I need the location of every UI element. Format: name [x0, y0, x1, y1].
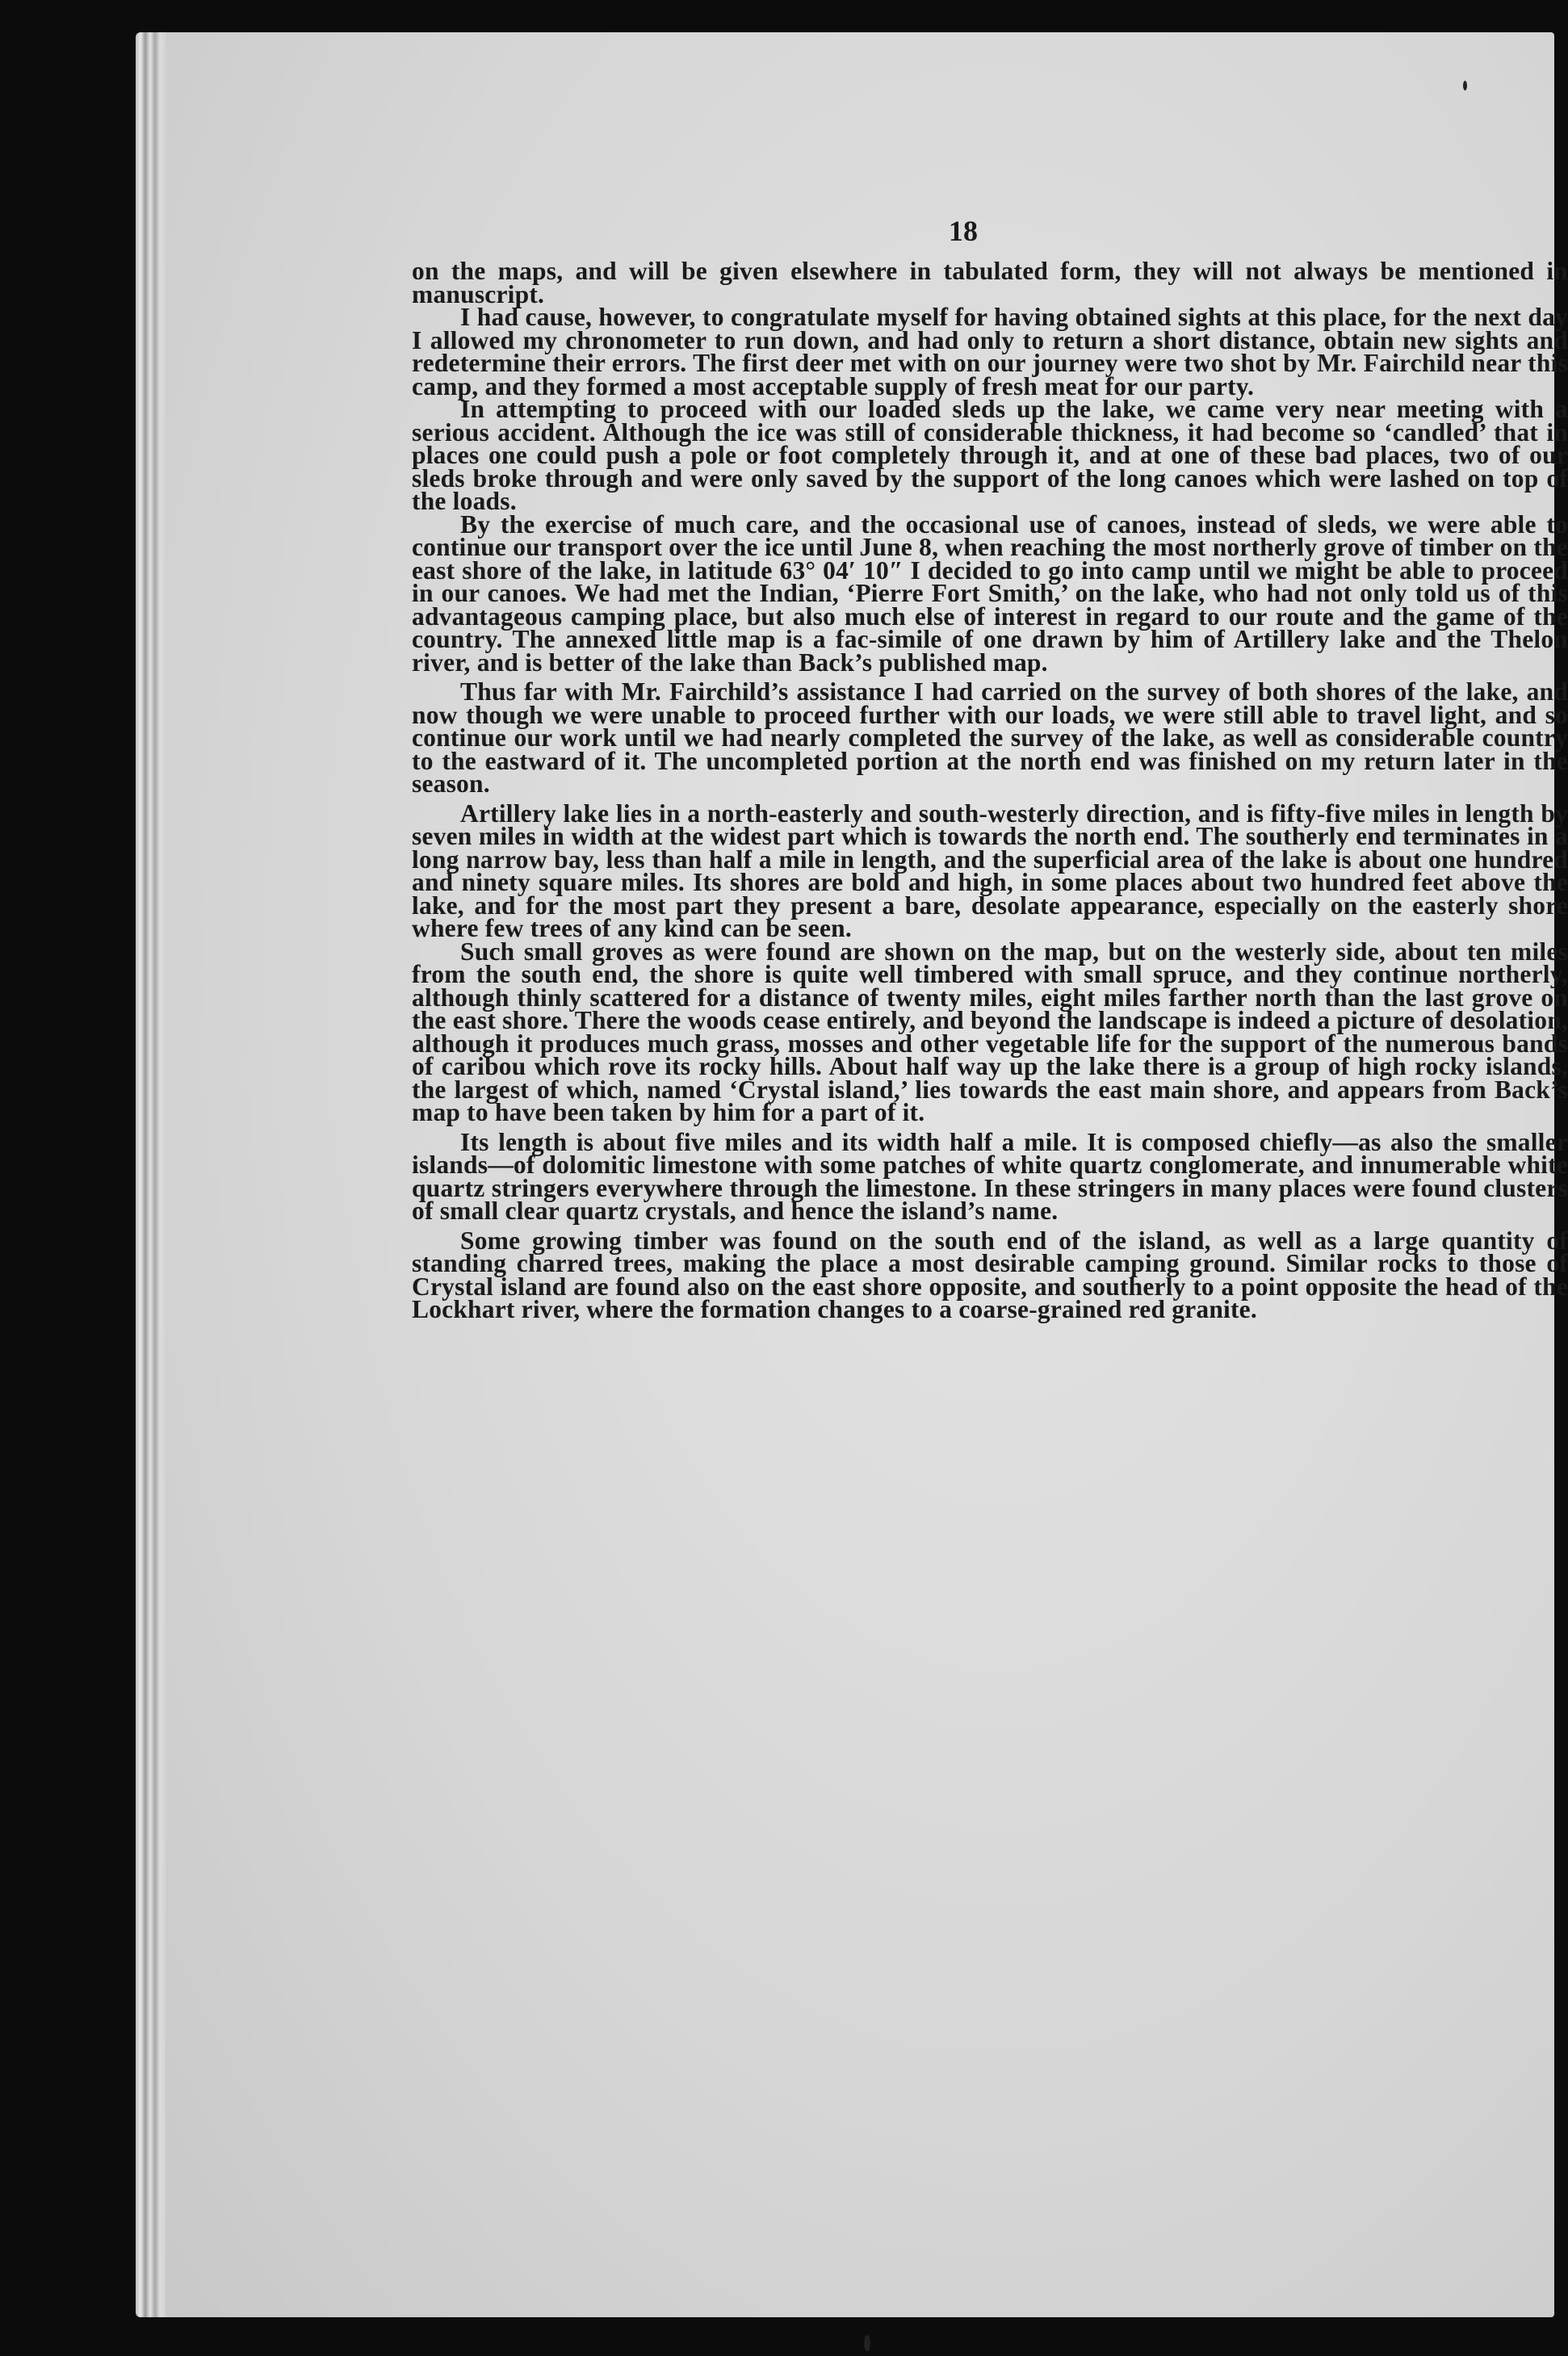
- paragraph: Thus far with Mr. Fairchild’s assistance I had carried on the survey of both shores of the lake, and now though we were unable to proceed further with our loads, we were still able to travel light, and so continue our work until we had nearly completed the survey of the lake, as well as considerable country to the eastward of it. The uncompleted portion at the north end was finished on my return later in the season.: [412, 677, 1568, 798]
- scan-speck: [864, 2335, 870, 2351]
- paragraph: Its length is about five miles and its width half a mile. It is composed chiefly—as also the smaller islands—of dolomitic limestone with some patches of white quartz conglomerate, and innumerable white quartz stringers everywhere through the limestone. In these stringers in many places were found clusters of small clear quartz crystals, and hence the island’s name.: [412, 1127, 1568, 1225]
- body-text: [412, 257, 1568, 1323]
- paragraph: Such small groves as were found are shown on the map, but on the westerly side, about ten miles from the south end, the shore is quite well timbered with small spruce, and they continue northerly, although thinly scattered for a distance of twenty miles, eight miles farther north than the last grove on the east shore. There the woods cease entirely, and beyond the landscape is indeed a picture of desolation, although it produces much grass, mosses and other vegetable life for the support of the numerous bands of caribou which rove its rocky hills. About half way up the lake there is a group of high rocky islands, the largest of which, named ‘Crystal island,’ lies towards the east main shore, and appears from Back’s map to have been taken by him for a part of it.: [412, 937, 1568, 1126]
- page-number: 18: [949, 215, 978, 247]
- paragraph: Some growing timber was found on the south end of the island, as well as a large quantity of standing charred trees, making the place a most desirable camping ground. Similar rocks to those of Crystal island are found also on the east shore opposite, and southerly to a point opposite the head of the Lockhart river, where the formation changes to a coarse-grained red granite.: [412, 1226, 1568, 1323]
- paragraph: In attempting to proceed with our loaded sleds up the lake, we came very near meeting with a serious accident. Although the ice was still of considerable thickness, it had become so ‘candled’ that in places one could push a pole or foot completely through it, and at one of these bad places, two of our sleds broke through and were only saved by the support of the long canoes which were lashed on top of the loads.: [412, 395, 1568, 515]
- paragraph: By the exercise of much care, and the occasional use of canoes, instead of sleds, we were able to continue our transport over the ice until June 8, when reaching the most northerly grove of timber on the east shore of the lake, in latitude 63° 04′ 10″ I decided to go into camp until we might be able to proceed in our canoes. We had met the Indian, ‘Pierre Fort Smith,’ on the lake, who had not only told us of this advantageous camping place, but also much else of interest in regard to our route and the game of the country. The annexed little map is a fac-simile of one drawn by him of Artillery lake and the Thelon river, and is better of the lake than Back’s published map.: [412, 509, 1568, 677]
- paragraph: I had cause, however, to congratulate myself for having obtained sights at this place, for the next day I allowed my chronometer to run down, and had only to return a short distance, obtain new sights and redetermine their errors. The first deer met with on our journey were two shot by Mr. Fairchild near this camp, and they formed a most acceptable supply of fresh meat for our party.: [412, 303, 1568, 400]
- scan-speck: [1463, 81, 1467, 90]
- paragraph: on the maps, and will be given elsewhere in tabulated form, they will not always be mentioned in manuscript.: [412, 257, 1568, 308]
- paragraph: Artillery lake lies in a north-easterly and south-westerly direction, and is fifty-five miles in length by seven miles in width at the widest part which is towards the north end. The southerly end terminates in a long narrow bay, less than half a mile in length, and the superficial area of the lake is about one hundred and ninety square miles. Its shores are bold and high, in some places about two hundred feet above the lake, and for the most part they present a bare, desolate appearance, especially on the easterly shore where few trees of any kind can be seen.: [412, 799, 1568, 942]
